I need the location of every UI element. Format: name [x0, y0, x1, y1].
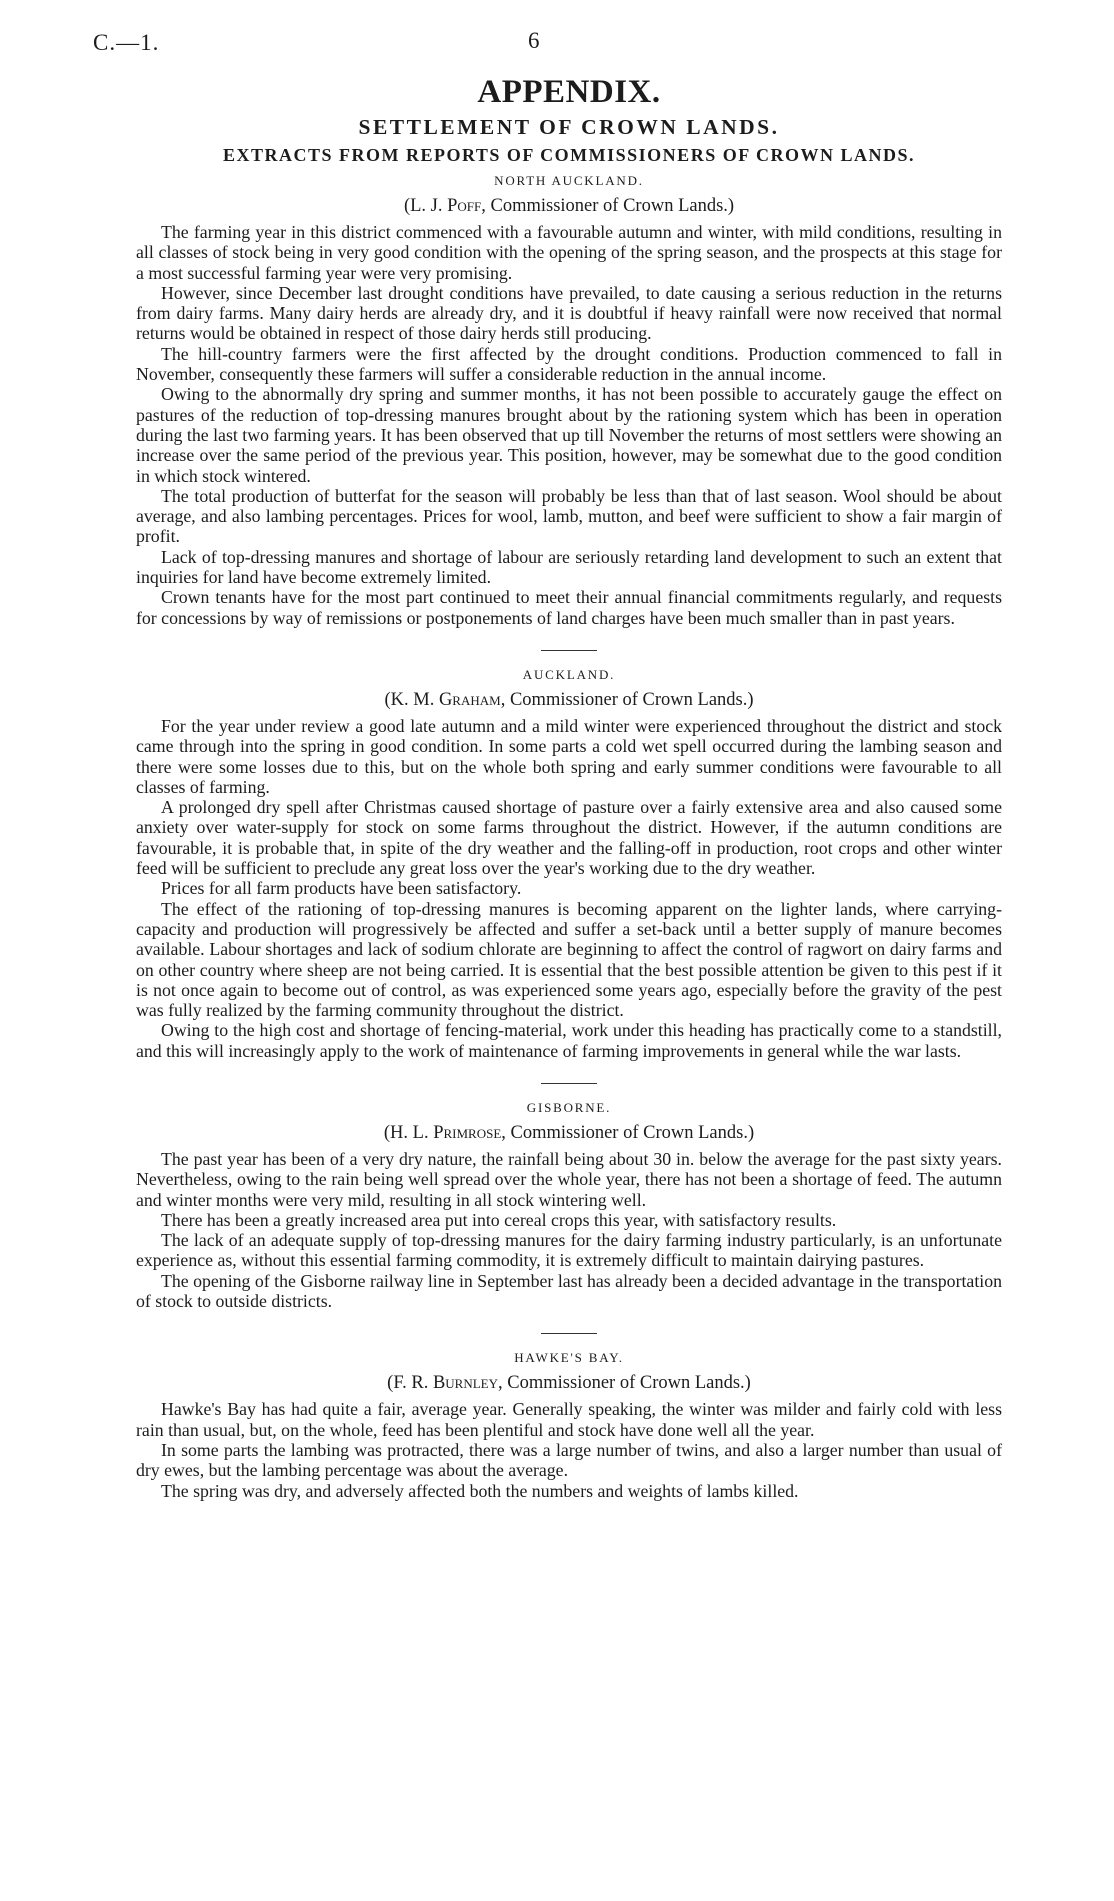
- commissioner-role: , Commissioner of Crown Lands.): [481, 196, 735, 216]
- section-divider: [541, 650, 597, 651]
- paragraph: There has been a greatly increased area put into cereal crops this year, with satisfactory results.: [161, 1209, 837, 1230]
- section-auckland: [136, 665, 1002, 1061]
- section-hawkes-bay: [136, 1348, 1002, 1500]
- section-gisborne: [136, 1098, 1002, 1311]
- commissioner-role: , Commissioner of Crown Lands.): [500, 689, 754, 710]
- page-number: 6: [528, 28, 540, 53]
- section-divider: [541, 1333, 597, 1334]
- document-reference: C.—1.: [93, 30, 160, 55]
- sub-heading: EXTRACTS FROM REPORTS OF COMMISSIONERS OF CROWN LANDS.: [222, 145, 916, 165]
- section-title: GISBORNE.: [526, 1099, 612, 1115]
- paragraph: Prices for all farm products have been satisfactory.: [161, 878, 522, 899]
- commissioner-line: (F. R. Burnley, Commissioner of Crown Lands.): [387, 1373, 751, 1394]
- paragraph: The opening of the Gisborne railway line in September last has already been a decided advantage in the transportation of stock to outside districts.: [136, 1270, 1002, 1312]
- commissioner-line: (H. L. Primrose, Commissioner of Crown Lands.): [383, 1122, 755, 1143]
- appendix-title: APPENDIX.: [477, 74, 661, 110]
- commissioner-name: L. J. Poff: [410, 196, 482, 216]
- paragraph: The past year has been of a very dry nature, the rainfall being about 30 in. below the average for the past sixty years. Nevertheless, owing to the rain being well spread over the whole year, there has not been a shortage of feed. The autumn and winter months were very mild, resulting in all stock wintering well.: [136, 1148, 1002, 1210]
- paragraph: The effect of the rationing of top-dressing manures is becoming apparent on the lighter lands, where carrying-capacity and production will progressively be affected and suffer a set-back until a better supply of manure becomes available. Labour shortages and lack of sodium chlorate are beginning to affect the control of ragwort on dairy farms and on other country where sheep are not being carried. It is essential that the best possible attention be given to this pest if it is not once again to become out of control, as was experienced some years ago, especially before the gravity of the pest was fully realized by the farming community throughout the district.: [136, 898, 1002, 1021]
- page-content: [136, 72, 1002, 1501]
- section-title: NORTH AUCKLAND.: [494, 173, 644, 188]
- commissioner-role: , Commissioner of Crown Lands.): [498, 1373, 751, 1394]
- paragraph: The total production of butterfat for the season will probably be less than that of last season. Wool should be about average, and also lambing percentages. Prices for wool, lamb, mutton, and beef were sufficient to show a fair margin of profit.: [136, 485, 1002, 547]
- paragraph: Owing to the abnormally dry spring and summer months, it has not been possible to accurately gauge the effect on pastures of the reduction of top-dressing manures brought about by the rationing system which has been in operation during the last two farming years. It has been observed that up till November the returns of most settlers were showing an increase over the same period of the previous year. This position, however, may be somewhat due to the good condition in which stock wintered.: [136, 384, 1002, 486]
- section-north-auckland: [136, 171, 1002, 628]
- section-divider: [541, 1083, 597, 1084]
- commissioner-name: F. R. Burnley: [393, 1373, 499, 1394]
- section-title: HAWKE'S BAY.: [514, 1350, 624, 1366]
- paragraph: In some parts the lambing was protracted, there was a large number of twins, and also a larger number than usual of dry ewes, but the lambing percentage was about the average.: [136, 1439, 1002, 1481]
- paragraph: For the year under review a good late autumn and a mild winter were experienced throughout the district and stock came through into the spring in good condition. In some parts a cold wet spell occurred during the lambing season and there were some losses due to this, but on the whole both spring and early summer conditions were favourable to all classes of farming.: [136, 715, 1002, 797]
- commissioner-role: , Commissioner of Crown Lands.): [501, 1122, 755, 1143]
- section-title: AUCKLAND.: [522, 666, 616, 682]
- main-heading: SETTLEMENT OF CROWN LANDS.: [358, 115, 780, 139]
- paragraph: Hawke's Bay has had quite a fair, average year. Generally speaking, the winter was milder and fairly cold with less rain than usual, but, on the whole, feed has been plentiful and stock have done well all the year.: [136, 1399, 1002, 1440]
- paragraph: However, since December last drought conditions have prevailed, to date causing a serious reduction in the returns from dairy farms. Many dairy herds are already dry, and it is doubtful if heavy rainfall were now received that normal returns would be obtained in respect of those dairy herds still producing.: [136, 282, 1002, 344]
- paragraph: The farming year in this district commenced with a favourable autumn and winter, with mild conditions, resulting in all classes of stock being in very good condition with the opening of the spring season, and the prospects at this stage for a most successful farming year were very promising.: [136, 222, 1002, 283]
- paragraph: Lack of top-dressing manures and shortage of labour are seriously retarding land development to such an extent that inquiries for land have become extremely limited.: [136, 546, 1002, 588]
- commissioner-line: (L. J. Poff, Commissioner of Crown Lands.): [403, 196, 735, 216]
- commissioner-name: K. M. Graham: [390, 689, 501, 710]
- paragraph: Owing to the high cost and shortage of fencing-material, work under this heading has practically come to a standstill, and this will increasingly apply to the work of maintenance of farming improvements in general while the war lasts.: [136, 1020, 1002, 1061]
- paragraph: The hill-country farmers were the first affected by the drought conditions. Production commenced to fall in November, consequently these farmers will suffer a considerable reduction in the annual income.: [136, 343, 1002, 385]
- commissioner-line: (K. M. Graham, Commissioner of Crown Lands.): [384, 689, 754, 710]
- paragraph: The lack of an adequate supply of top-dressing manures for the dairy farming industry particularly, is an unfortunate experience as, without this essential farming commodity, it is extremely difficult to maintain dairying pastures.: [136, 1230, 1002, 1271]
- paragraph: A prolonged dry spell after Christmas caused shortage of pasture over a fairly extensive area and also caused some anxiety over water-supply for stock on some farms throughout the district. However, if the autumn conditions are favourable, it is probable that, in spite of the dry weather and the falling-off in production, root crops and other winter feed will be sufficient to preclude any great loss over the year's working due to the dry weather.: [136, 797, 1002, 879]
- commissioner-name: H. L. Primrose: [390, 1122, 502, 1143]
- paragraph: The spring was dry, and adversely affected both the numbers and weights of lambs killed.: [161, 1480, 799, 1501]
- paragraph: Crown tenants have for the most part continued to meet their annual financial commitments regularly, and requests for concessions by way of remissions or postponements of land charges have been much smaller than in past years.: [136, 587, 1002, 628]
